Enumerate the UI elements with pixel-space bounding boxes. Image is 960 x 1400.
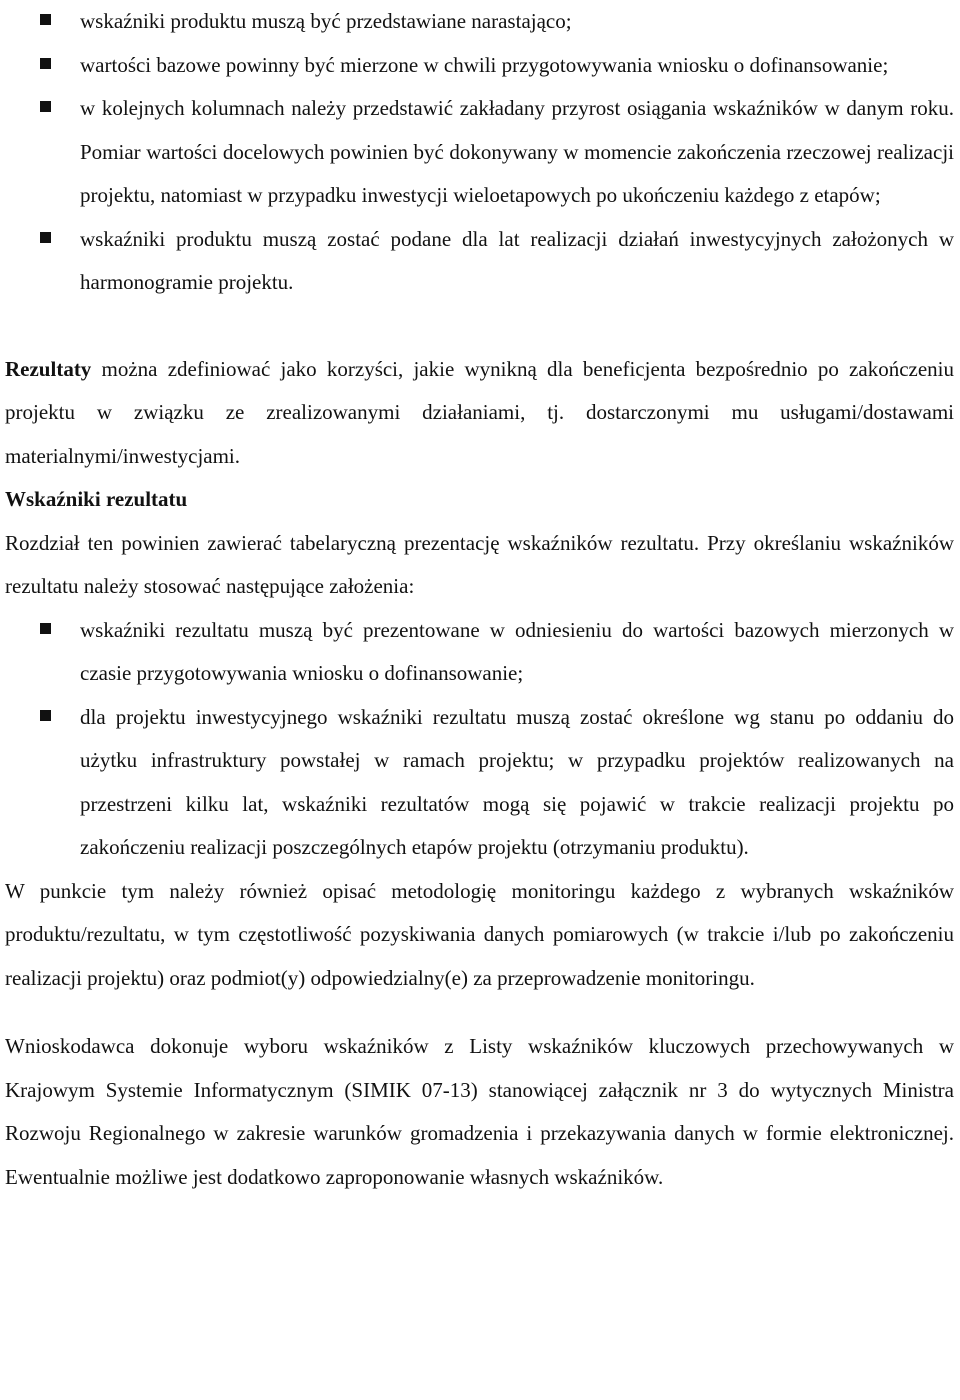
list-item [5, 0, 954, 44]
rezultaty-term: Rezultaty [5, 356, 92, 381]
list-item [5, 609, 954, 696]
list-item [5, 87, 954, 218]
indicator-selection-paragraph: Wnioskodawca dokonuje wyboru wskaźników z Listy wskaźników kluczowych przechowywanych w Krajowym Systemie Informatycznym (SIMIK 07-13) stanowiącej załącznik nr 3 do wytycznych Ministra Rozwoju Regionalnego w zakresie warunków gromadzenia i przekazywania danych w formie elektronicznej. Ewentualnie możliwe jest dodatkowo zaproponowanie własnych wskaźników. [5, 1034, 954, 1189]
square-bullet-icon [40, 58, 51, 69]
square-bullet-icon [40, 101, 51, 112]
section-heading: Wskaźniki rezultatu [5, 487, 188, 511]
list-item [5, 696, 954, 870]
list-item-text: w kolejnych kolumnach należy przedstawić zakładany przyrost osiągania wskaźników w danym roku. Pomiar wartości docelowych powinien być dokonywany w momencie zakończenia rzeczowej realizacji projektu, natomiast w przypadku inwestycji wieloetapowych po ukończeniu każdego z etapów; [80, 96, 954, 207]
rezultaty-definition: można zdefiniować jako korzyści, jakie wynikną dla beneficjenta bezpośrednio po zakończeniu projektu w związku ze zrealizowanymi działaniami, tj. dostarczonymi mu usługami/dostawami materialnymi/inwestycjami. [5, 356, 954, 468]
square-bullet-icon [40, 623, 51, 634]
list-item-text: wskaźniki rezultatu muszą być prezentowane w odniesieniu do wartości bazowych mierzonych w czasie przygotowywania wniosku o dofinansowanie; [80, 617, 954, 685]
list-item-text: wartości bazowe powinny być mierzone w chwili przygotowywania wniosku o dofinansowanie; [80, 52, 889, 77]
square-bullet-icon [40, 232, 51, 243]
list-item-text: wskaźniki produktu muszą zostać podane dla lat realizacji działań inwestycyjnych założonych w harmonogramie projektu. [80, 226, 954, 294]
rezultaty-paragraph [5, 348, 954, 479]
list-item-text: dla projektu inwestycyjnego wskaźniki rezultatu muszą zostać określone wg stanu po oddaniu do użytku infrastruktury powstałej w ramach projektu; w przypadku projektów realizowanych na przestrzeni kilku lat, wskaźniki rezultatów mogą się pojawić w trakcie realizacji projektu po zakończeniu realizacji poszczególnych etapów projektu (otrzymaniu produktu). [80, 704, 954, 859]
monitoring-paragraph: W punkcie tym należy również opisać metodologię monitoringu każdego z wybranych wskaźników produktu/rezultatu, w tym częstotliwość pozyskiwania danych pomiarowych (w trakcie i/lub po zakończeniu realizacji projektu) oraz podmiot(y) odpowiedzialny(e) za przeprowadzenie monitoringu. [5, 878, 954, 990]
section-intro-paragraph: Rozdział ten powinien zawierać tabelaryczną prezentację wskaźników rezultatu. Przy określaniu wskaźników rezultatu należy stosować następujące założenia: [5, 530, 954, 598]
list-item [5, 218, 954, 305]
result-indicators-list [5, 609, 954, 870]
product-indicators-list [5, 0, 954, 305]
list-item-text: wskaźniki produktu muszą być przedstawiane narastająco; [80, 9, 572, 33]
square-bullet-icon [40, 14, 51, 25]
list-item [5, 44, 954, 88]
square-bullet-icon [40, 710, 51, 721]
